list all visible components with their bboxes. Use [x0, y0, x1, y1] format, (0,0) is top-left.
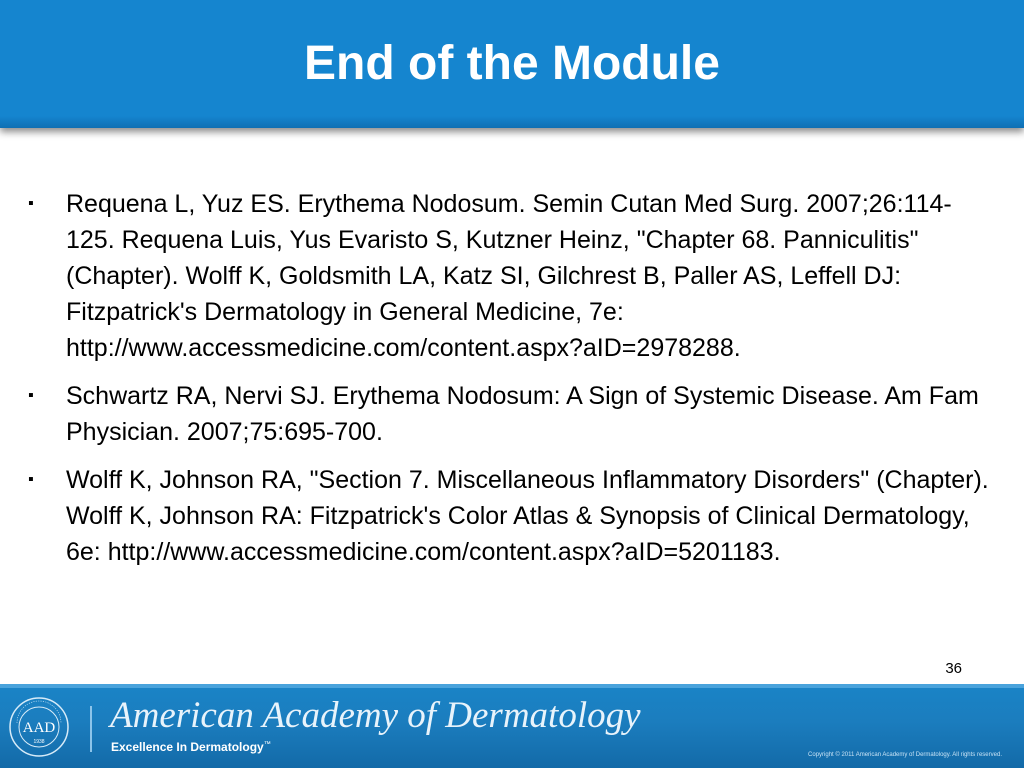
reference-text: Schwartz RA, Nervi SJ. Erythema Nodosum: A Sign of Systemic Disease. Am Fam Physician. 2007;75:695-700.: [66, 382, 979, 446]
reference-text: Requena L, Yuz ES. Erythema Nodosum. Semin Cutan Med Surg. 2007;26:114-125. Requena Luis, Yus Evaristo S, Kutzner Heinz, "Chapter 68. Panniculitis" (Chapter). Wolff K, Goldsmith LA, Katz SI, Gilchrest B, Paller AS, Leffell DJ: Fitzpatrick's Dermatology in General Medicine, 7e: http://www.accessmedicine.com/content.aspx?aID=2978288.: [66, 190, 952, 362]
svg-text:AAD: AAD: [22, 720, 56, 736]
footer-divider: [90, 706, 92, 752]
square-bullet-icon: ▪: [28, 387, 34, 404]
reference-list: [28, 186, 998, 582]
tagline-text: Excellence In Dermatology: [111, 740, 264, 754]
title-banner: [0, 0, 1024, 128]
slide-number: 36: [945, 660, 962, 677]
trademark-mark: ™: [263, 741, 271, 748]
slide-title: End of the Module: [304, 37, 720, 90]
aad-seal-icon: [8, 696, 70, 758]
reference-item: [28, 378, 998, 450]
organization-tagline: [111, 740, 271, 754]
organization-name: American Academy of Dermatology: [110, 695, 641, 736]
footer-banner: [0, 684, 1024, 768]
square-bullet-icon: ▪: [28, 471, 34, 488]
reference-item: [28, 186, 998, 366]
title-banner-edge: [0, 116, 1024, 128]
square-bullet-icon: ▪: [28, 195, 34, 212]
reference-text: Wolff K, Johnson RA, "Section 7. Miscellaneous Inflammatory Disorders" (Chapter). Wolff K, Johnson RA: Fitzpatrick's Color Atlas & Synopsis of Clinical Dermatology, 6e: http://www.accessmedicine.com/content.aspx?aID=5201183.: [66, 466, 989, 566]
svg-text:1938: 1938: [33, 739, 45, 745]
reference-item: [28, 462, 998, 570]
footer-top-stripe: [0, 684, 1024, 688]
copyright-notice: Copyright © 2011 American Academy of Dermatology. All rights reserved.: [808, 752, 1002, 758]
